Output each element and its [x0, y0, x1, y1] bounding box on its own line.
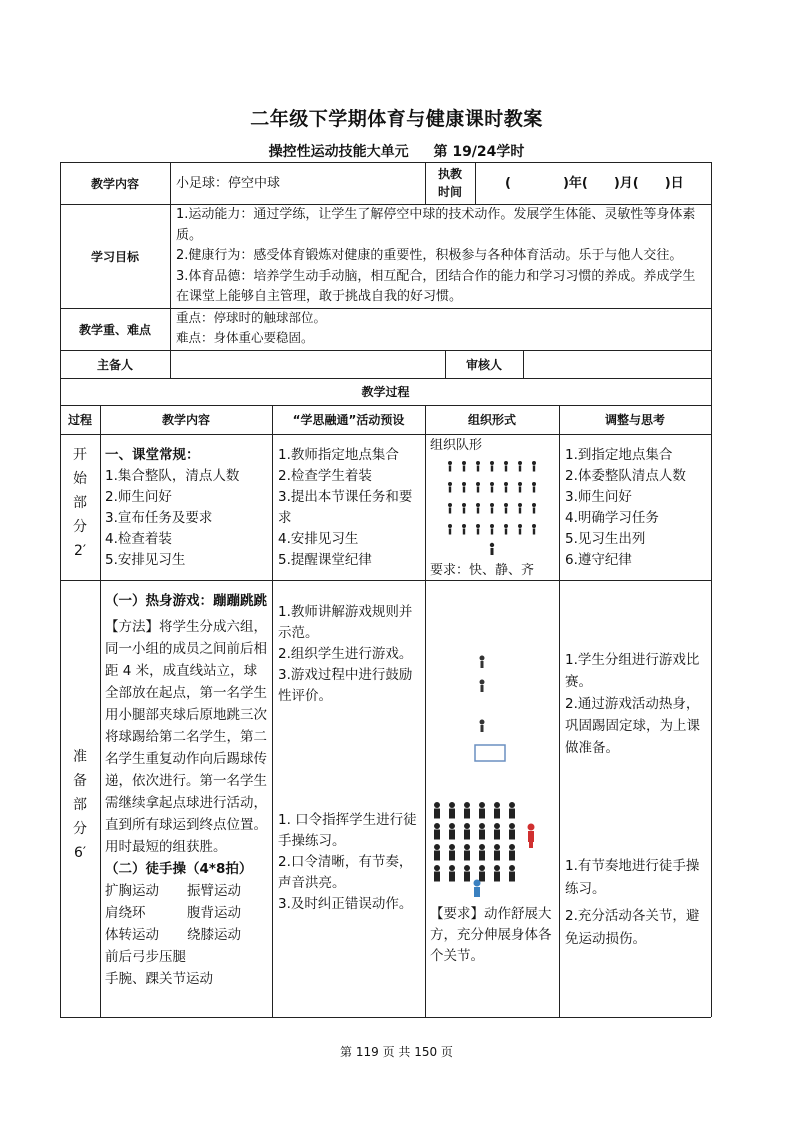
- student-figure: [509, 823, 515, 829]
- prepare-content: [105, 586, 269, 990]
- key-points: [176, 308, 326, 348]
- student-figure: [490, 482, 494, 486]
- list-item: 2.口令清晰，有节奏，声音洪亮。: [278, 854, 413, 891]
- list-item: 4.明确学习任务: [565, 510, 659, 526]
- process-label: 教学过程: [361, 385, 410, 399]
- student-figure: [533, 529, 535, 535]
- list-item: 3.游戏过程中进行鼓励性评价。: [278, 667, 413, 704]
- goal-item: 3.体育品德：培养学生动手动脑，相互配合，团结合作的能力和学习习惯的养成。养成学生在课堂上能够自主管理，敢于挑战自我的好习惯。: [176, 268, 696, 304]
- student-figure: [509, 830, 515, 840]
- student-figure: [464, 865, 470, 871]
- student-figure: [533, 508, 535, 514]
- student-figure: [509, 802, 515, 808]
- goal-item: 1.运动能力：通过学练，让学生了解停空中球的技术动作。发展学生体能、灵敏性等身体素质。: [176, 207, 696, 243]
- student-figure: [462, 461, 466, 465]
- game-title: （一）热身游戏：蹦蹦跳跳: [105, 593, 267, 609]
- student-figure: [434, 802, 440, 808]
- formation-requirement: 要求：快、静、齐: [430, 563, 535, 578]
- student-figure: [434, 872, 440, 882]
- student-figure: [476, 503, 480, 507]
- student-figure: [491, 508, 493, 514]
- learning-goals: [176, 205, 708, 308]
- student-figure: [518, 482, 522, 486]
- preparer-label: 主备人: [96, 357, 133, 372]
- start-content: [105, 445, 239, 571]
- student-figure: [491, 487, 493, 493]
- exercise-row: 肩绕环 腹背运动: [105, 905, 241, 921]
- student-figure: [519, 529, 521, 535]
- student-figure: [491, 466, 493, 472]
- exercise-title: （二）徒手操（4*8拍）: [105, 861, 253, 877]
- student-figure: [518, 503, 522, 507]
- key-point: 重点：停球时的触球部位。: [176, 310, 327, 325]
- student-figure: [519, 466, 521, 472]
- student-figure: [518, 461, 522, 465]
- student-figure: [477, 487, 479, 493]
- list-item: 3.及时纠正错误动作。: [278, 896, 413, 912]
- list-item: 3.提出本节课任务和要: [278, 489, 413, 505]
- student-figure: [449, 529, 451, 535]
- unit-subtitle: [0, 141, 793, 161]
- list-item: 2.通过游戏活动热身，巩固踢固定球，为上课做准备。: [565, 696, 700, 756]
- col-header-adjust: 调整与思考: [604, 413, 665, 427]
- content-value: 小足球：停空中球: [176, 176, 281, 191]
- student-figure: [494, 809, 500, 819]
- student-figure: [448, 524, 452, 528]
- col-header-organization: 组织形式: [467, 413, 516, 427]
- student-figure: [477, 529, 479, 535]
- exercise-row: 前后弓步压腿: [105, 949, 186, 965]
- student-figure: [509, 809, 515, 819]
- list-item: 2.体委整队清点人数: [565, 468, 686, 484]
- unit-name: 操控性运动技能大单元: [268, 144, 409, 160]
- student-figure: [509, 851, 515, 861]
- student-figure: [476, 482, 480, 486]
- student-figure: [479, 851, 485, 861]
- student-figure: [533, 466, 535, 472]
- student-figure: [464, 830, 470, 840]
- list-item: 求: [278, 510, 292, 526]
- student-figure: [462, 524, 466, 528]
- difficulty-point: 难点：身体重心要稳固。: [176, 330, 314, 345]
- list-item: 2.充分活动各关节，避免运动损伤。: [565, 908, 700, 947]
- student-figure: [449, 508, 451, 514]
- exercise-row: 扩胸运动 振臂运动: [105, 883, 241, 899]
- student-figure: [476, 524, 480, 528]
- student-figure: [462, 503, 466, 507]
- student-figure: [494, 872, 500, 882]
- student-figure: [505, 529, 507, 535]
- time-label: 执教 时间: [437, 167, 462, 199]
- time-value: ( )年( )月( )日: [505, 176, 684, 191]
- col-header-activities: “学思融通”活动预设: [292, 413, 405, 427]
- list-item: 1.到指定地点集合: [565, 447, 673, 463]
- student-figure: [434, 844, 440, 850]
- student-figure: [532, 461, 536, 465]
- list-item: 2.组织学生进行游戏。: [278, 646, 413, 662]
- student-figure: [479, 872, 485, 882]
- student-figure: [504, 503, 508, 507]
- student-figure: [463, 529, 465, 535]
- student-figure: [494, 844, 500, 850]
- student-figure: [449, 802, 455, 808]
- student-figure: [449, 823, 455, 829]
- student-figure: [519, 487, 521, 493]
- student-figure: [533, 487, 535, 493]
- student-figure: [479, 844, 485, 850]
- list-item: 3.师生问好: [565, 489, 632, 505]
- content-label: 教学内容: [90, 176, 139, 191]
- student-figure: [434, 823, 440, 829]
- student-figure: [479, 865, 485, 871]
- reviewer-label: 审核人: [465, 357, 502, 372]
- exercise-requirement: 【要求】动作舒展大方，充分伸展身体各个关节。: [430, 906, 552, 964]
- list-item: 4.检查着装: [105, 531, 172, 547]
- student-figure: [449, 872, 455, 882]
- goal-item: 2.健康行为：感受体育锻炼对健康的重要性，积极参与各种体育活动。乐于与他人交往。: [176, 248, 683, 263]
- student-figure: [463, 508, 465, 514]
- student-figure: [518, 524, 522, 528]
- list-item: 6.遵守纪律: [565, 552, 632, 568]
- student-figure: [519, 508, 521, 514]
- game-method: 【方法】将学生分成六组，同一小组的成员之间前后相距 4 米，成直线站立，球全部放在起点，第一名学生用小腿部夹球后原地跳三次将球踢给第二名学生，第二名学生重复动作向后踢球传递，依次进行。第一名学生需继续拿起点球进行活动，直到所有球运到终点位置。用时最短的组获胜。: [105, 619, 267, 855]
- student-figure: [476, 461, 480, 465]
- student-figure: [509, 865, 515, 871]
- student-figure: [494, 830, 500, 840]
- start-activities: [278, 445, 412, 571]
- student-figure: [448, 503, 452, 507]
- page-footer: 第 119 页 共 150 页: [340, 1045, 453, 1059]
- student-figure: [464, 851, 470, 861]
- stage-prepare: 准 备 部 分 6′: [73, 749, 87, 861]
- student-figure: [509, 844, 515, 850]
- student-figure: [464, 823, 470, 829]
- teacher-figure: [491, 548, 494, 555]
- student-figure: [449, 487, 451, 493]
- student-figure: [505, 466, 507, 472]
- document-title: 二年级下学期体育与健康课时教案: [250, 108, 543, 130]
- student-figure: [504, 461, 508, 465]
- student-figure: [464, 802, 470, 808]
- student-figure: [504, 524, 508, 528]
- list-item: 1.教师指定地点集合: [278, 447, 399, 463]
- student-figure: [532, 524, 536, 528]
- list-item: 2.检查学生着装: [278, 468, 372, 484]
- game-formation-diagram: [427, 650, 557, 900]
- list-item: 3.宣布任务及要求: [105, 510, 213, 526]
- student-figure: [491, 529, 493, 535]
- student-figure: [434, 830, 440, 840]
- student-figure: [490, 461, 494, 465]
- formation-title: 组织队形: [430, 438, 483, 453]
- list-item: 1.集合整队，清点人数: [105, 468, 240, 484]
- student-figure: [464, 809, 470, 819]
- list-item: 1. 口令指挥学生进行徒手操练习。: [278, 812, 417, 849]
- student-figure: [479, 823, 485, 829]
- student-figure: [464, 872, 470, 882]
- student-figure: [479, 802, 485, 808]
- student-figure: [479, 809, 485, 819]
- formation-diagram: [440, 457, 550, 557]
- exercise-adjust: [565, 855, 707, 951]
- stage-start: 开 始 部 分 2′: [73, 447, 87, 559]
- list-item: 1.有节奏地进行徒手操练习。: [565, 858, 700, 897]
- lesson-number: 第 19/24学时: [433, 144, 525, 160]
- col-header-content: 教学内容: [161, 413, 210, 427]
- key-label: 教学重、难点: [78, 322, 151, 337]
- student-figure: [504, 482, 508, 486]
- student-figure: [434, 851, 440, 861]
- list-item: 2.师生问好: [105, 489, 172, 505]
- student-figure: [494, 823, 500, 829]
- teacher-figure: [490, 543, 494, 547]
- student-figure: [434, 865, 440, 871]
- list-item: 5.见习生出列: [565, 531, 646, 547]
- student-figure: [448, 482, 452, 486]
- student-figure: [463, 466, 465, 472]
- start-adjust: [565, 445, 686, 571]
- student-figure: [505, 508, 507, 514]
- student-figure: [509, 872, 515, 882]
- student-figure: [505, 487, 507, 493]
- student-figure: [494, 802, 500, 808]
- student-figure: [449, 466, 451, 472]
- goals-label: 学习目标: [90, 249, 139, 264]
- student-figure: [532, 503, 536, 507]
- student-figure: [449, 851, 455, 861]
- student-figure: [449, 865, 455, 871]
- list-item: 1.学生分组进行游戏比赛。: [565, 652, 700, 690]
- student-figure: [449, 809, 455, 819]
- student-figure: [532, 482, 536, 486]
- student-figure: [464, 844, 470, 850]
- routine-title: 一、课堂常规：: [105, 447, 200, 463]
- student-figure: [477, 508, 479, 514]
- student-figure: [494, 851, 500, 861]
- list-item: 5.提醒课堂纪律: [278, 552, 372, 568]
- student-figure: [449, 844, 455, 850]
- list-item: 1.教师讲解游戏规则并示范。: [278, 604, 413, 641]
- exercise-row: 手腕、踝关节运动: [105, 971, 213, 987]
- student-figure: [494, 865, 500, 871]
- list-item: 5.安排见习生: [105, 552, 186, 568]
- student-figure: [490, 503, 494, 507]
- student-figure: [434, 809, 440, 819]
- student-figure: [462, 482, 466, 486]
- student-figure: [490, 524, 494, 528]
- col-header-stage: 过程: [67, 413, 92, 427]
- exercise-activities: [278, 810, 422, 915]
- game-activities: [278, 602, 422, 707]
- exercise-row: 体转运动 绕膝运动: [105, 927, 241, 943]
- student-figure: [477, 466, 479, 472]
- student-figure: [449, 830, 455, 840]
- student-figure: [463, 487, 465, 493]
- list-item: 4.安排见习生: [278, 531, 359, 547]
- student-figure: [448, 461, 452, 465]
- student-figure: [479, 830, 485, 840]
- game-adjust: [565, 649, 707, 759]
